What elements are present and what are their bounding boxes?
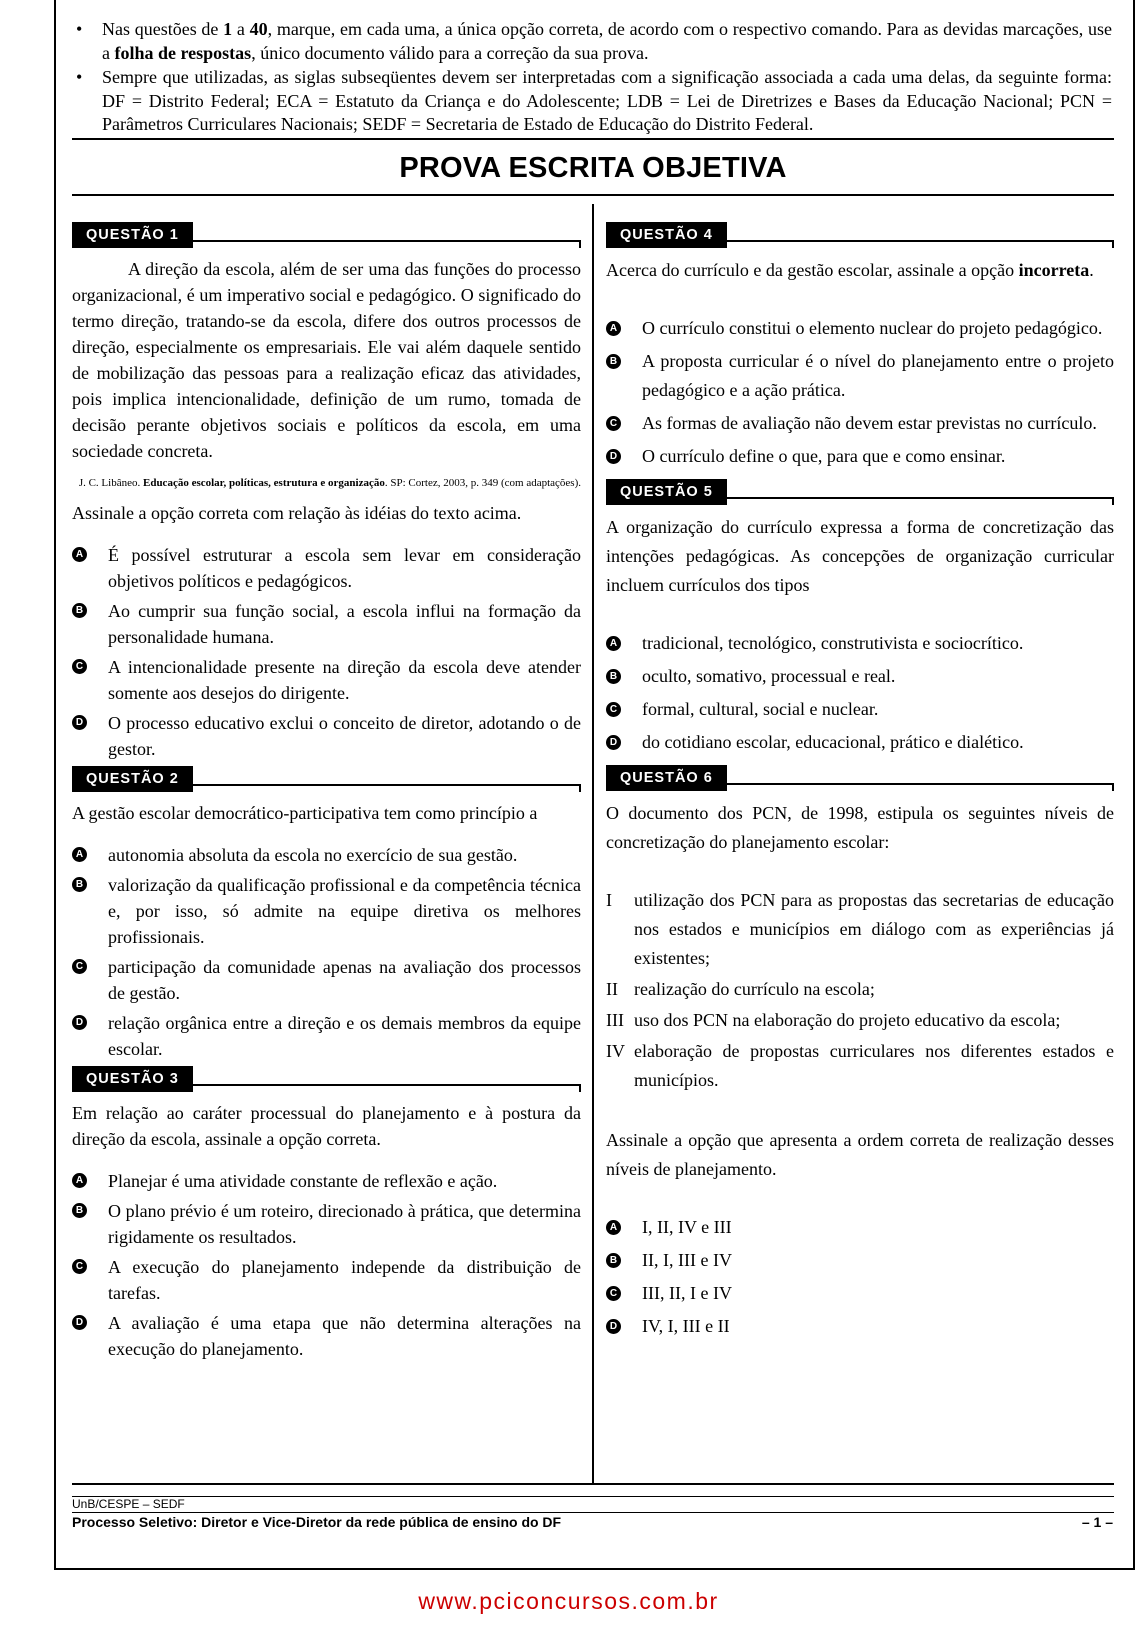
option-d[interactable]: D A avaliação é uma etapa que não determina alterações na execução do planejamento. [72, 1310, 581, 1362]
question-2-stem: A gestão escolar democrático-participativa tem como princípio a [72, 803, 538, 823]
instruction-2: • Sempre que utilizadas, as siglas subseqüentes devem ser interpretadas com a significação associada a cada uma delas, da seguinte forma: DF = Distrito Federal; ECA = Estatuto da Criança e do Adolescente; LDB = Lei de Diretrizes e Bases da Educação Nacional; PCN = Parâmetros Curriculares Nacionais; SEDF = Secretaria de Estado de Educação do Distrito Federal. [72, 66, 1112, 137]
list-item: IV elaboração de propostas curriculares nos diferentes estados e municípios. [606, 1041, 1114, 1090]
question-1-options [72, 542, 581, 762]
list-item: I utilização dos PCN para as propostas das secretarias de educação nos estados e municípios em diálogo com as experiências já existentes; [606, 890, 1114, 968]
instruction-1: • Nas questões de 1 a 40, marque, em cada uma, a única opção correta, de acordo com o respectivo comando. Para as devidas marcações, use a folha de respostas, único documento válido para a correção da sua prova. [72, 18, 1112, 65]
question-6-items [606, 886, 1114, 1095]
question-3-options [72, 1168, 581, 1362]
question-4-stem: Acerca do currículo e da gestão escolar, assinale a opção incorreta. [606, 260, 1094, 280]
option-c[interactable]: C As formas de avaliação não devem estar previstas no currículo. [606, 409, 1114, 438]
list-item: II realização do currículo na escola; [606, 979, 875, 999]
question-2-label: QUESTÃO 2 [72, 766, 193, 792]
option-d[interactable]: D relação orgânica entre a direção e os demais membros da equipe escolar. [72, 1010, 581, 1062]
question-6-label: QUESTÃO 6 [606, 765, 727, 791]
option-d-badge: D [606, 1319, 621, 1334]
option-a-badge: A [606, 636, 621, 651]
option-d[interactable]: D do cotidiano escolar, educacional, prático e dialético. [606, 728, 1114, 757]
option-b[interactable]: B oculto, somativo, processual e real. [606, 662, 1114, 691]
option-d-badge: D [72, 1315, 87, 1330]
right-column [606, 222, 1114, 1345]
option-a-badge: A [72, 547, 87, 562]
question-2-options [72, 842, 581, 1062]
option-b-badge: B [606, 1253, 621, 1268]
option-a[interactable]: A Planejar é uma atividade constante de reflexão e ação. [72, 1168, 581, 1194]
question-6-options [606, 1213, 1114, 1341]
instructions [72, 18, 1112, 138]
option-c[interactable]: C A execução do planejamento independe da distribuição de tarefas. [72, 1254, 581, 1306]
option-a[interactable]: A O currículo constitui o elemento nuclear do projeto pedagógico. [606, 314, 1114, 343]
title-rule [72, 194, 1114, 196]
option-b[interactable]: B Ao cumprir sua função social, a escola influi na formação da personalidade humana. [72, 598, 581, 650]
option-a-badge: A [606, 1220, 621, 1235]
option-b[interactable]: B O plano prévio é um roteiro, direcionado à prática, que determina rigidamente os resultados. [72, 1198, 581, 1250]
option-a[interactable]: A I, II, IV e III [606, 1213, 1114, 1242]
option-c-badge: C [606, 416, 621, 431]
column-divider [592, 204, 594, 1484]
option-b[interactable]: B II, I, III e IV [606, 1246, 1114, 1275]
option-c-badge: C [72, 1259, 87, 1274]
question-6-header [606, 765, 1114, 791]
footer-organization: UnB/CESPE – SEDF [72, 1497, 185, 1511]
question-1-label: QUESTÃO 1 [72, 222, 193, 248]
question-1-stem: Assinale a opção correta com relação às idéias do texto acima. [72, 503, 522, 523]
question-1-passage: A direção da escola, além de ser uma das funções do processo organizacional, é um imperativo social e pedagógico. O significado do termo direção, tratando-se da escola, difere dos outros processos de direção, especialmente os empresariais. Ele vai além daquele sentido de mobilização das pessoas para a realização eficaz das atividades, pois implica intencionalidade, definição de um rumo, tomada de decisão perante objetivos sociais e políticos da escola, em uma sociedade concreta. [72, 259, 581, 461]
option-d[interactable]: D O processo educativo exclui o conceito de diretor, adotando o de gestor. [72, 710, 581, 762]
footer-rule [72, 1483, 1114, 1485]
question-2-header [72, 766, 581, 792]
question-4-header [606, 222, 1114, 248]
option-a[interactable]: A autonomia absoluta da escola no exercício de sua gestão. [72, 842, 581, 868]
website-link[interactable]: www.pciconcursos.com.br [418, 1588, 719, 1614]
option-d-badge: D [72, 1015, 87, 1030]
question-5-label: QUESTÃO 5 [606, 479, 727, 505]
question-5-options [606, 629, 1114, 757]
question-3-label: QUESTÃO 3 [72, 1066, 193, 1092]
option-a-badge: A [72, 847, 87, 862]
question-6-stem: O documento dos PCN, de 1998, estipula os seguintes níveis de concretização do planejamento escolar: [606, 803, 1114, 852]
option-b-badge: B [606, 669, 621, 684]
option-d[interactable]: D O currículo define o que, para que e como ensinar. [606, 442, 1114, 471]
page-number: – 1 – [1081, 1514, 1113, 1530]
option-b[interactable]: B A proposta curricular é o nível do planejamento entre o projeto pedagógico e a ação prática. [606, 347, 1114, 405]
option-a-badge: A [72, 1173, 87, 1188]
footer-rule [72, 1496, 1114, 1497]
option-a[interactable]: A É possível estruturar a escola sem levar em consideração objetivos políticos e pedagógicos. [72, 542, 581, 594]
option-a[interactable]: A tradicional, tecnológico, construtivista e sociocrítico. [606, 629, 1114, 658]
option-d-badge: D [606, 735, 621, 750]
question-4-label: QUESTÃO 4 [606, 222, 727, 248]
option-c[interactable]: C participação da comunidade apenas na avaliação dos processos de gestão. [72, 954, 581, 1006]
option-c-badge: C [606, 702, 621, 717]
option-b-badge: B [72, 1203, 87, 1218]
question-5-header [606, 479, 1114, 505]
option-d[interactable]: D IV, I, III e II [606, 1312, 1114, 1341]
option-d-badge: D [606, 449, 621, 464]
question-3-stem: Em relação ao caráter processual do planejamento e à postura da direção da escola, assinale a opção correta. [72, 1103, 581, 1149]
option-b[interactable]: B valorização da qualificação profissional e da competência técnica e, por isso, só admite na equipe diretiva os melhores profissionais. [72, 872, 581, 950]
option-c[interactable]: C III, II, I e IV [606, 1279, 1114, 1308]
question-6-stem-2: Assinale a opção que apresenta a ordem correta de realização desses níveis de planejamento. [606, 1130, 1114, 1179]
option-b-badge: B [606, 354, 621, 369]
question-1-header [72, 222, 581, 248]
option-c-badge: C [72, 659, 87, 674]
option-c-badge: C [72, 959, 87, 974]
option-c-badge: C [606, 1286, 621, 1301]
option-b-badge: B [72, 603, 87, 618]
option-d-badge: D [72, 715, 87, 730]
list-item: III uso dos PCN na elaboração do projeto educativo da escola; [606, 1010, 1061, 1030]
header-rule [72, 138, 1114, 140]
question-4-options [606, 314, 1114, 471]
left-column [72, 222, 581, 1366]
exam-title: PROVA ESCRITA OBJETIVA [399, 152, 787, 184]
question-5-stem: A organização do currículo expressa a forma de concretização das intenções pedagógicas. As concepções de organização curricular incluem currículos dos tipos [606, 517, 1114, 595]
question-1-citation: J. C. Libâneo. Educação escolar, políticas, estrutura e organização. SP: Cortez, 2003, p. 349 (com adaptações). [78, 477, 581, 489]
option-a-badge: A [606, 321, 621, 336]
option-b-badge: B [72, 877, 87, 892]
question-3-header [72, 1066, 581, 1092]
option-c[interactable]: C formal, cultural, social e nuclear. [606, 695, 1114, 724]
footer-process: Processo Seletivo: Diretor e Vice-Diretor da rede pública de ensino do DF [72, 1514, 562, 1530]
option-c[interactable]: C A intencionalidade presente na direção da escola deve atender somente aos desejos do dirigente. [72, 654, 581, 706]
